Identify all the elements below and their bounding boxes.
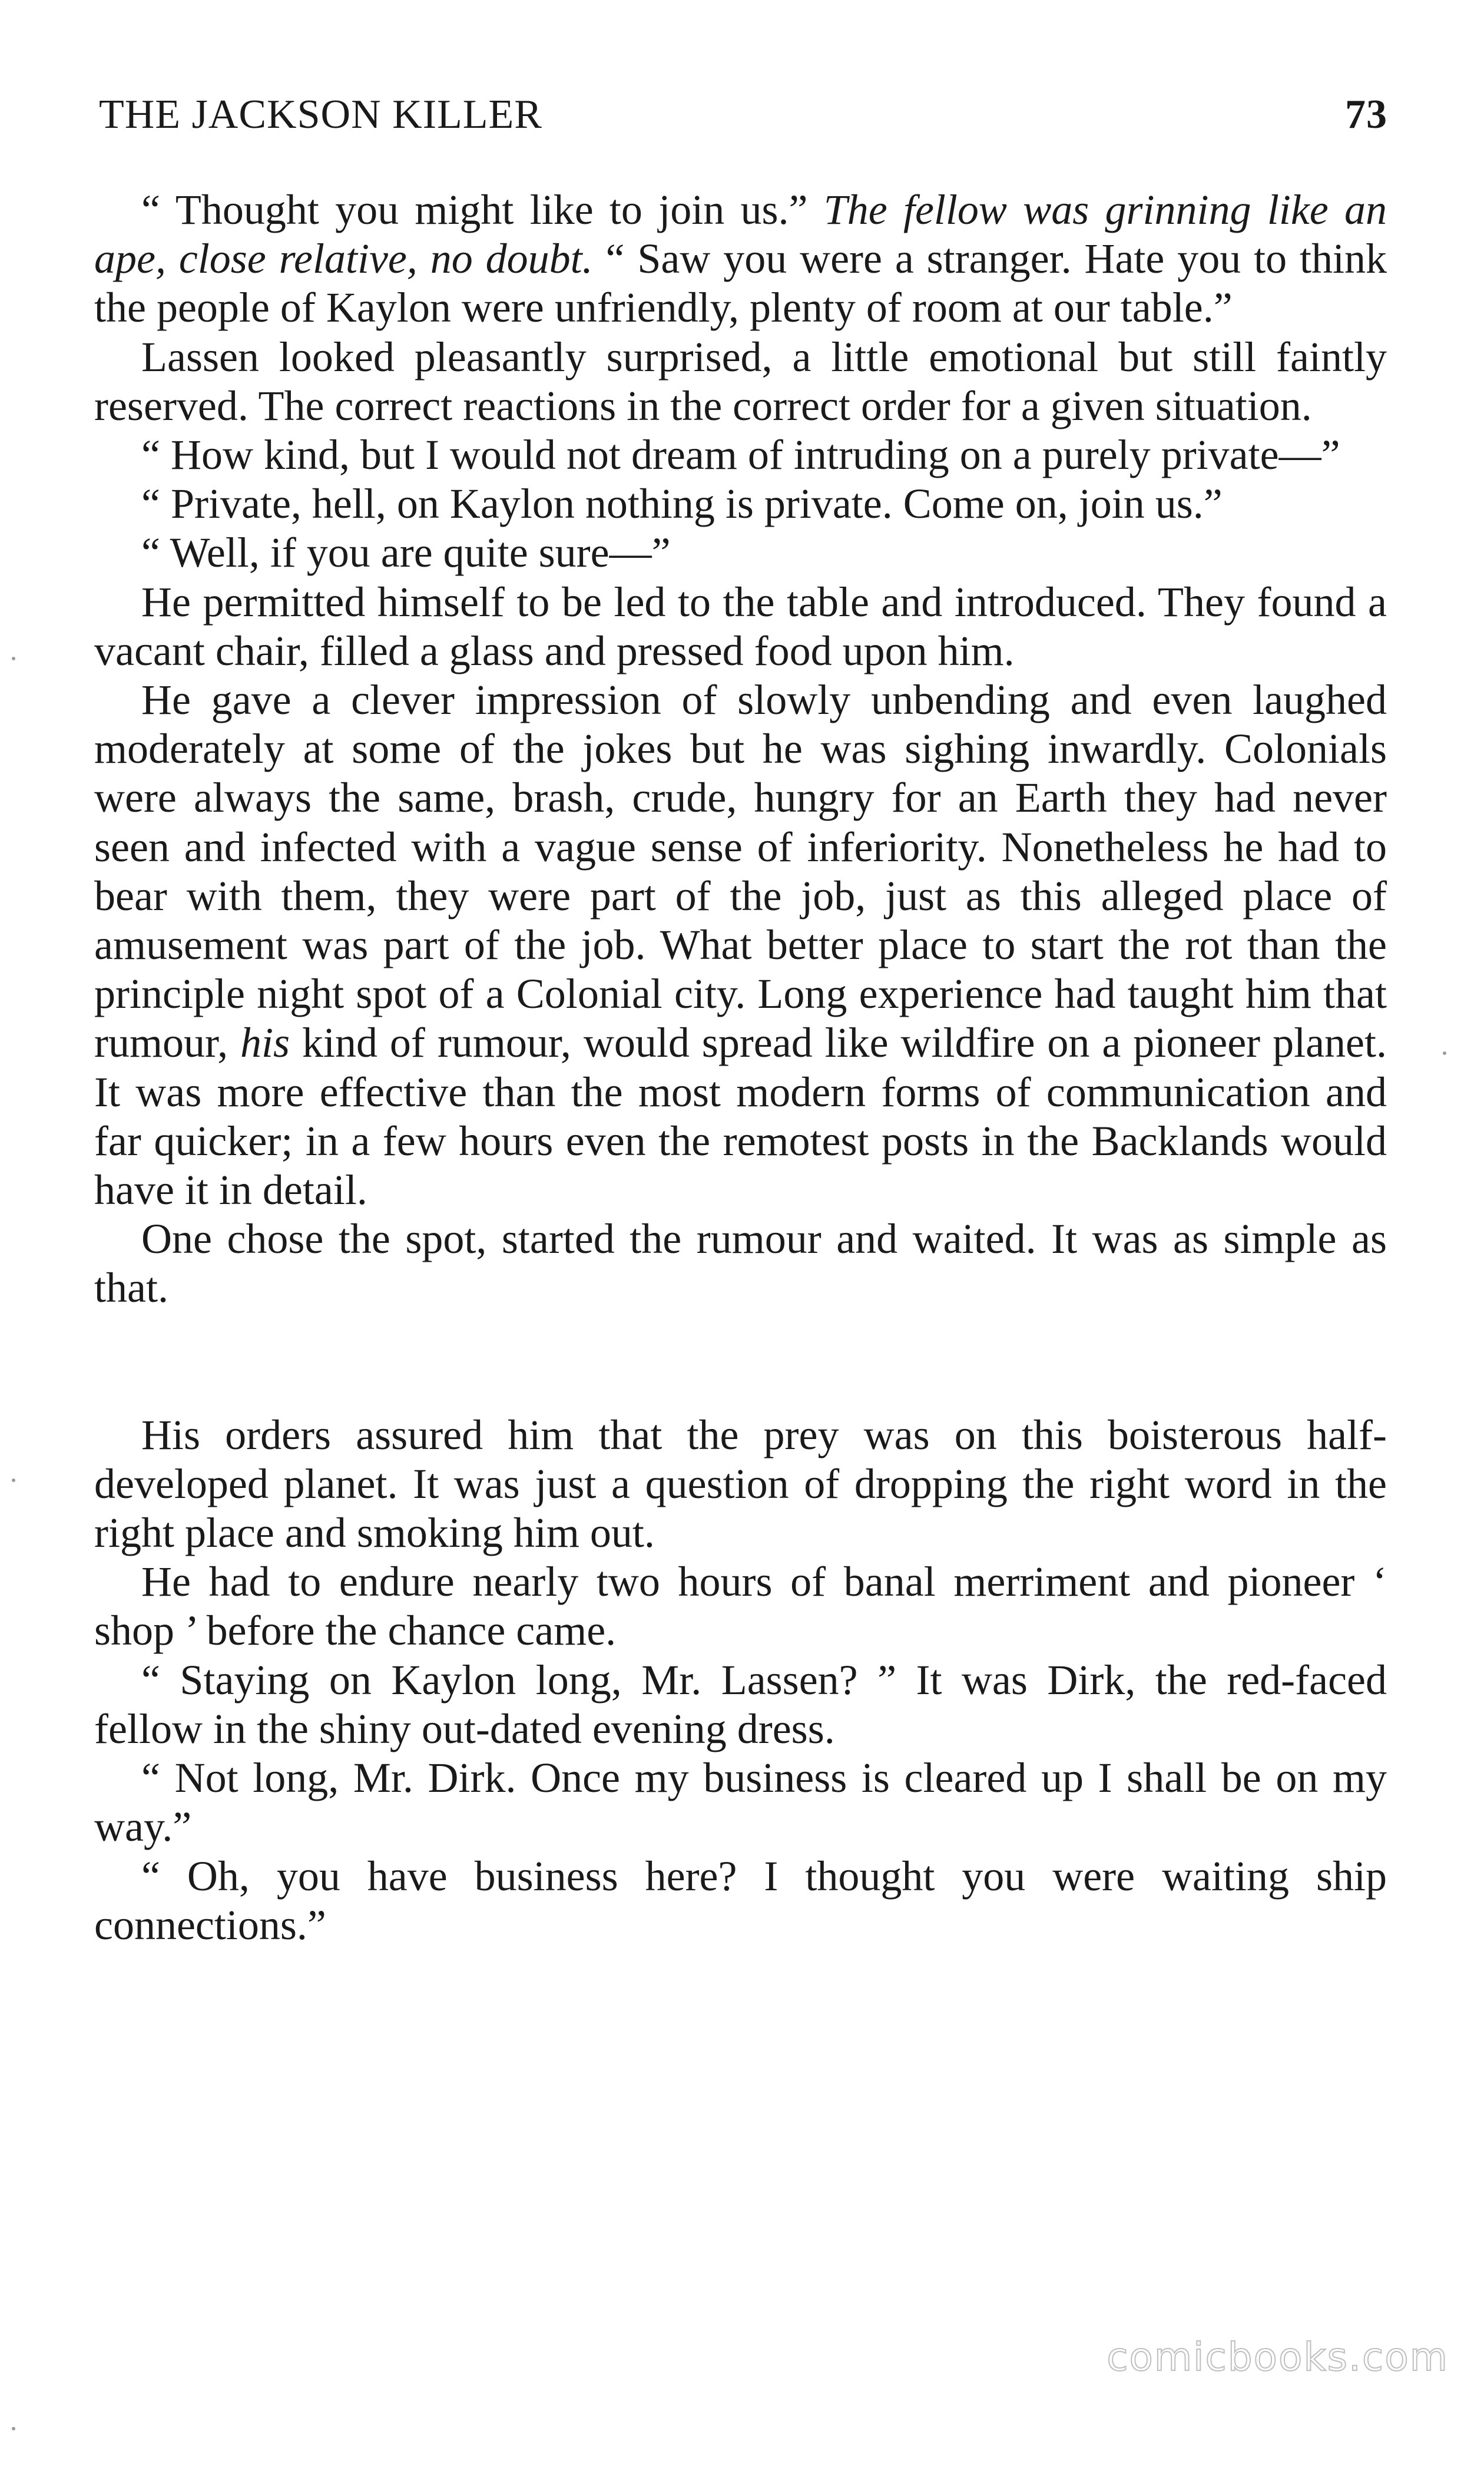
paragraph [94, 1215, 1387, 1312]
paragraph [94, 1411, 1387, 1558]
print-speck [12, 1479, 15, 1482]
paragraph [94, 431, 1387, 479]
italic-text-segment: his [240, 1019, 290, 1067]
text-segment: He permitted himself to be led to the table and introduced. They found a vacant chair, filled a glass and pressed food upon him. [94, 578, 1387, 674]
paragraph [94, 333, 1387, 431]
text-segment: “ Private, hell, on Kaylon nothing is private. Come on, join us.” [141, 480, 1223, 528]
watermark-logo: comicbooks.com [1107, 2334, 1449, 2380]
text-segment: “ How kind, but I would not dream of intruding on a purely private—” [141, 431, 1340, 479]
paragraph [94, 1557, 1387, 1655]
paragraph [94, 186, 1387, 333]
page-number: 73 [1345, 92, 1387, 137]
text-segment: “ Oh, you have business here? I thought you were waiting ship connections.” [94, 1852, 1387, 1949]
text-segment: kind of rumour, would spread like wildfire on a pioneer planet. It was more effective than the most modern forms of communication and far quicker; in a few hours even the remotest posts in the Backlands would have it in detail. [94, 1019, 1387, 1214]
text-segment: “ Not long, Mr. Dirk. Once my business is cleared up I shall be on my way.” [94, 1754, 1387, 1851]
text-segment: He had to endure nearly two hours of banal merriment and pioneer ‘ shop ’ before the chance came. [94, 1558, 1387, 1655]
print-speck [12, 2427, 15, 2430]
running-head [99, 88, 1387, 141]
paragraph [94, 479, 1387, 528]
section-break [94, 1313, 1387, 1411]
running-head-title: THE JACKSON KILLER [99, 92, 542, 137]
paragraph [94, 1656, 1387, 1754]
text-segment: “ Well, if you are quite sure—” [141, 529, 671, 577]
text-segment: “ Saw you were a stranger. Hate you to think the people of Kaylon were unfriendly, plenty of room at our table.” [94, 235, 1387, 332]
text-segment: “ Staying on Kaylon long, Mr. Lassen? ” It was Dirk, the red-faced fellow in the shiny out-dated evening dress. [94, 1656, 1387, 1752]
text-segment: He gave a clever impression of slowly unbending and even laughed moderately at some of the jokes but he was sighing inwardly. Colonials were always the same, brash, crude, hungry for an Earth they had never seen and infected with a vague sense of inferiority. Nonetheless he had to bear with them, they were part of the job, just as this alleged place of amusement was part of the job. What better place to start the rot than the principle night spot of a Colonial city. Long experience had taught him that rumour, [94, 676, 1387, 1067]
paragraph [94, 528, 1387, 577]
paragraph [94, 1754, 1387, 1851]
italic-text-segment: The fellow was grinning like an ape, close relative, no doubt. [94, 186, 1387, 283]
body-text [94, 186, 1387, 1950]
paragraph [94, 578, 1387, 676]
text-segment: Lassen looked pleasantly surprised, a little emotional but still faintly reserved. The correct reactions in the correct order for a given situation. [94, 333, 1387, 429]
text-segment: One chose the spot, started the rumour and waited. It was as simple as that. [94, 1215, 1387, 1312]
text-segment: His orders assured him that the prey was on this boisterous half-developed planet. It was just a question of dropping the right word in the right place and smoking him out. [94, 1411, 1387, 1557]
print-speck [12, 657, 15, 660]
paragraph [94, 676, 1387, 1215]
text-segment: “ Thought you might like to join us.” [141, 186, 824, 233]
paragraph [94, 1852, 1387, 1950]
print-speck [1443, 1051, 1446, 1055]
